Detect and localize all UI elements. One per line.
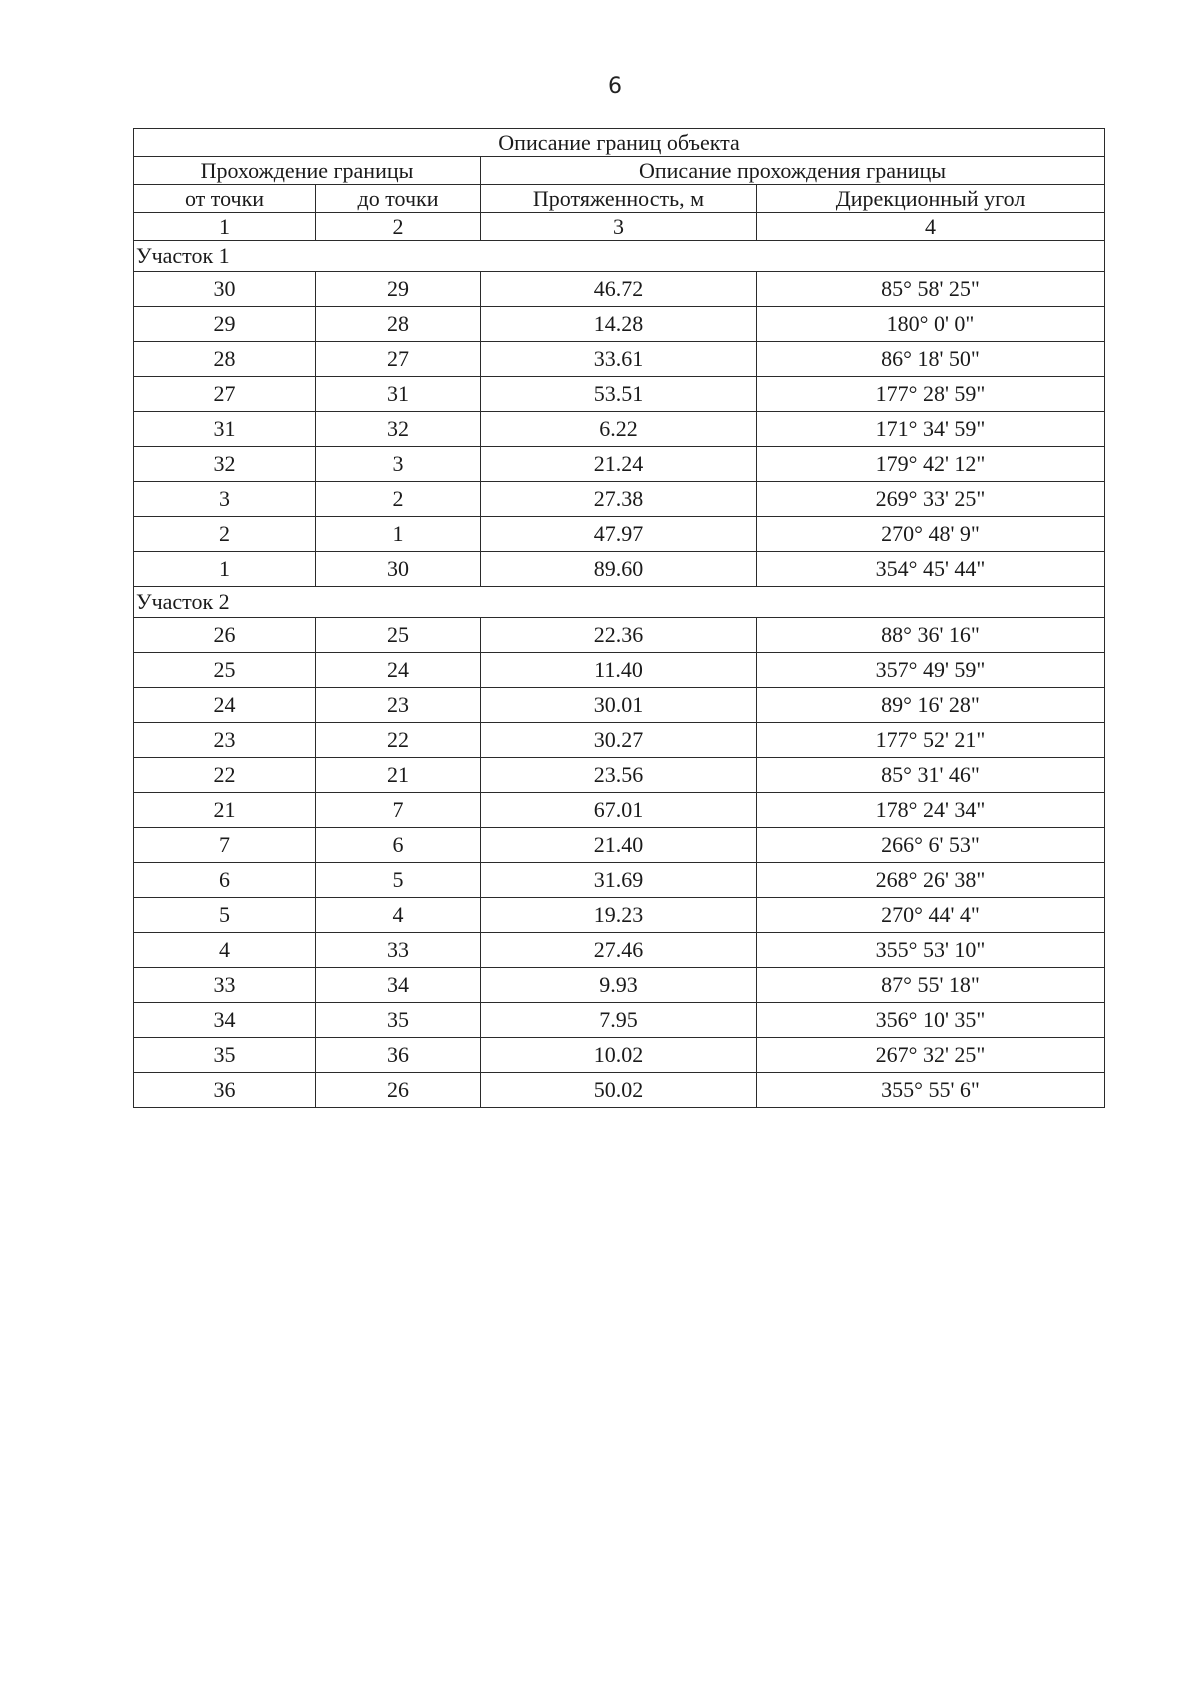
cell-length: 30.27 bbox=[481, 723, 757, 758]
cell-direction-angle: 269° 33' 25" bbox=[757, 482, 1105, 517]
cell-from-point: 34 bbox=[134, 1003, 316, 1038]
section-label: Участок 2 bbox=[134, 587, 1105, 618]
cell-from-point: 25 bbox=[134, 653, 316, 688]
cell-direction-angle: 357° 49' 59" bbox=[757, 653, 1105, 688]
column-number: 2 bbox=[316, 213, 481, 241]
table-row bbox=[134, 1038, 1105, 1073]
table-row bbox=[134, 723, 1105, 758]
table-row bbox=[134, 307, 1105, 342]
cell-direction-angle: 180° 0' 0" bbox=[757, 307, 1105, 342]
section-row bbox=[134, 587, 1105, 618]
cell-direction-angle: 270° 44' 4" bbox=[757, 898, 1105, 933]
boundary-description-table bbox=[133, 128, 1105, 1108]
cell-from-point: 1 bbox=[134, 552, 316, 587]
cell-length: 19.23 bbox=[481, 898, 757, 933]
cell-to-point: 23 bbox=[316, 688, 481, 723]
cell-from-point: 30 bbox=[134, 272, 316, 307]
cell-from-point: 4 bbox=[134, 933, 316, 968]
column-header-from-point: от точки bbox=[134, 185, 316, 213]
cell-length: 30.01 bbox=[481, 688, 757, 723]
cell-from-point: 6 bbox=[134, 863, 316, 898]
column-header-direction-angle: Дирекционный угол bbox=[757, 185, 1105, 213]
cell-from-point: 28 bbox=[134, 342, 316, 377]
cell-to-point: 25 bbox=[316, 618, 481, 653]
group-header-row bbox=[134, 157, 1105, 185]
column-number: 1 bbox=[134, 213, 316, 241]
cell-length: 21.24 bbox=[481, 447, 757, 482]
cell-length: 10.02 bbox=[481, 1038, 757, 1073]
cell-direction-angle: 89° 16' 28" bbox=[757, 688, 1105, 723]
cell-from-point: 33 bbox=[134, 968, 316, 1003]
table-row bbox=[134, 618, 1105, 653]
table-row bbox=[134, 447, 1105, 482]
cell-direction-angle: 270° 48' 9" bbox=[757, 517, 1105, 552]
cell-to-point: 34 bbox=[316, 968, 481, 1003]
table-row bbox=[134, 688, 1105, 723]
table-title-row bbox=[134, 129, 1105, 157]
cell-length: 31.69 bbox=[481, 863, 757, 898]
cell-direction-angle: 266° 6' 53" bbox=[757, 828, 1105, 863]
cell-direction-angle: 178° 24' 34" bbox=[757, 793, 1105, 828]
column-number-row bbox=[134, 213, 1105, 241]
cell-to-point: 21 bbox=[316, 758, 481, 793]
cell-direction-angle: 355° 55' 6" bbox=[757, 1073, 1105, 1108]
table-row bbox=[134, 342, 1105, 377]
section-label: Участок 1 bbox=[134, 241, 1105, 272]
cell-from-point: 26 bbox=[134, 618, 316, 653]
cell-length: 9.93 bbox=[481, 968, 757, 1003]
cell-direction-angle: 177° 52' 21" bbox=[757, 723, 1105, 758]
cell-direction-angle: 85° 31' 46" bbox=[757, 758, 1105, 793]
cell-direction-angle: 88° 36' 16" bbox=[757, 618, 1105, 653]
cell-length: 7.95 bbox=[481, 1003, 757, 1038]
cell-length: 27.46 bbox=[481, 933, 757, 968]
cell-direction-angle: 354° 45' 44" bbox=[757, 552, 1105, 587]
cell-to-point: 30 bbox=[316, 552, 481, 587]
cell-direction-angle: 268° 26' 38" bbox=[757, 863, 1105, 898]
table-row bbox=[134, 482, 1105, 517]
table-row bbox=[134, 758, 1105, 793]
table-row bbox=[134, 552, 1105, 587]
cell-length: 14.28 bbox=[481, 307, 757, 342]
page-number: 6 bbox=[608, 74, 622, 99]
column-header-to-point: до точки bbox=[316, 185, 481, 213]
cell-from-point: 29 bbox=[134, 307, 316, 342]
cell-to-point: 1 bbox=[316, 517, 481, 552]
table-row bbox=[134, 793, 1105, 828]
cell-from-point: 23 bbox=[134, 723, 316, 758]
table-row bbox=[134, 517, 1105, 552]
cell-from-point: 24 bbox=[134, 688, 316, 723]
cell-to-point: 32 bbox=[316, 412, 481, 447]
cell-length: 33.61 bbox=[481, 342, 757, 377]
table-row bbox=[134, 863, 1105, 898]
cell-from-point: 3 bbox=[134, 482, 316, 517]
cell-length: 6.22 bbox=[481, 412, 757, 447]
cell-from-point: 27 bbox=[134, 377, 316, 412]
table-row bbox=[134, 1003, 1105, 1038]
cell-to-point: 36 bbox=[316, 1038, 481, 1073]
cell-to-point: 28 bbox=[316, 307, 481, 342]
table-row bbox=[134, 1073, 1105, 1108]
cell-to-point: 5 bbox=[316, 863, 481, 898]
cell-length: 46.72 bbox=[481, 272, 757, 307]
cell-length: 23.56 bbox=[481, 758, 757, 793]
cell-length: 11.40 bbox=[481, 653, 757, 688]
table-row bbox=[134, 272, 1105, 307]
cell-length: 21.40 bbox=[481, 828, 757, 863]
cell-direction-angle: 86° 18' 50" bbox=[757, 342, 1105, 377]
cell-from-point: 35 bbox=[134, 1038, 316, 1073]
cell-from-point: 22 bbox=[134, 758, 316, 793]
cell-direction-angle: 356° 10' 35" bbox=[757, 1003, 1105, 1038]
group-header-boundary-description: Описание прохождения границы bbox=[481, 157, 1105, 185]
table-row bbox=[134, 828, 1105, 863]
cell-to-point: 29 bbox=[316, 272, 481, 307]
cell-from-point: 32 bbox=[134, 447, 316, 482]
cell-to-point: 3 bbox=[316, 447, 481, 482]
cell-length: 50.02 bbox=[481, 1073, 757, 1108]
cell-to-point: 33 bbox=[316, 933, 481, 968]
group-header-boundary-passage: Прохождение границы bbox=[134, 157, 481, 185]
column-number: 3 bbox=[481, 213, 757, 241]
table-row bbox=[134, 898, 1105, 933]
cell-direction-angle: 267° 32' 25" bbox=[757, 1038, 1105, 1073]
cell-from-point: 31 bbox=[134, 412, 316, 447]
cell-from-point: 5 bbox=[134, 898, 316, 933]
cell-length: 47.97 bbox=[481, 517, 757, 552]
cell-direction-angle: 179° 42' 12" bbox=[757, 447, 1105, 482]
cell-to-point: 7 bbox=[316, 793, 481, 828]
cell-direction-angle: 355° 53' 10" bbox=[757, 933, 1105, 968]
table-row bbox=[134, 377, 1105, 412]
cell-to-point: 4 bbox=[316, 898, 481, 933]
cell-direction-angle: 85° 58' 25" bbox=[757, 272, 1105, 307]
cell-to-point: 6 bbox=[316, 828, 481, 863]
cell-to-point: 35 bbox=[316, 1003, 481, 1038]
cell-direction-angle: 87° 55' 18" bbox=[757, 968, 1105, 1003]
cell-to-point: 26 bbox=[316, 1073, 481, 1108]
cell-to-point: 31 bbox=[316, 377, 481, 412]
cell-length: 67.01 bbox=[481, 793, 757, 828]
cell-to-point: 2 bbox=[316, 482, 481, 517]
column-number: 4 bbox=[757, 213, 1105, 241]
table-row bbox=[134, 968, 1105, 1003]
cell-direction-angle: 177° 28' 59" bbox=[757, 377, 1105, 412]
cell-length: 89.60 bbox=[481, 552, 757, 587]
cell-from-point: 2 bbox=[134, 517, 316, 552]
cell-length: 22.36 bbox=[481, 618, 757, 653]
column-header-row bbox=[134, 185, 1105, 213]
table-title: Описание границ объекта bbox=[134, 129, 1105, 157]
cell-direction-angle: 171° 34' 59" bbox=[757, 412, 1105, 447]
cell-from-point: 7 bbox=[134, 828, 316, 863]
cell-from-point: 36 bbox=[134, 1073, 316, 1108]
cell-from-point: 21 bbox=[134, 793, 316, 828]
table-row bbox=[134, 412, 1105, 447]
cell-length: 27.38 bbox=[481, 482, 757, 517]
table-row bbox=[134, 933, 1105, 968]
section-row bbox=[134, 241, 1105, 272]
cell-to-point: 27 bbox=[316, 342, 481, 377]
cell-to-point: 24 bbox=[316, 653, 481, 688]
column-header-length: Протяженность, м bbox=[481, 185, 757, 213]
cell-to-point: 22 bbox=[316, 723, 481, 758]
cell-length: 53.51 bbox=[481, 377, 757, 412]
table-row bbox=[134, 653, 1105, 688]
